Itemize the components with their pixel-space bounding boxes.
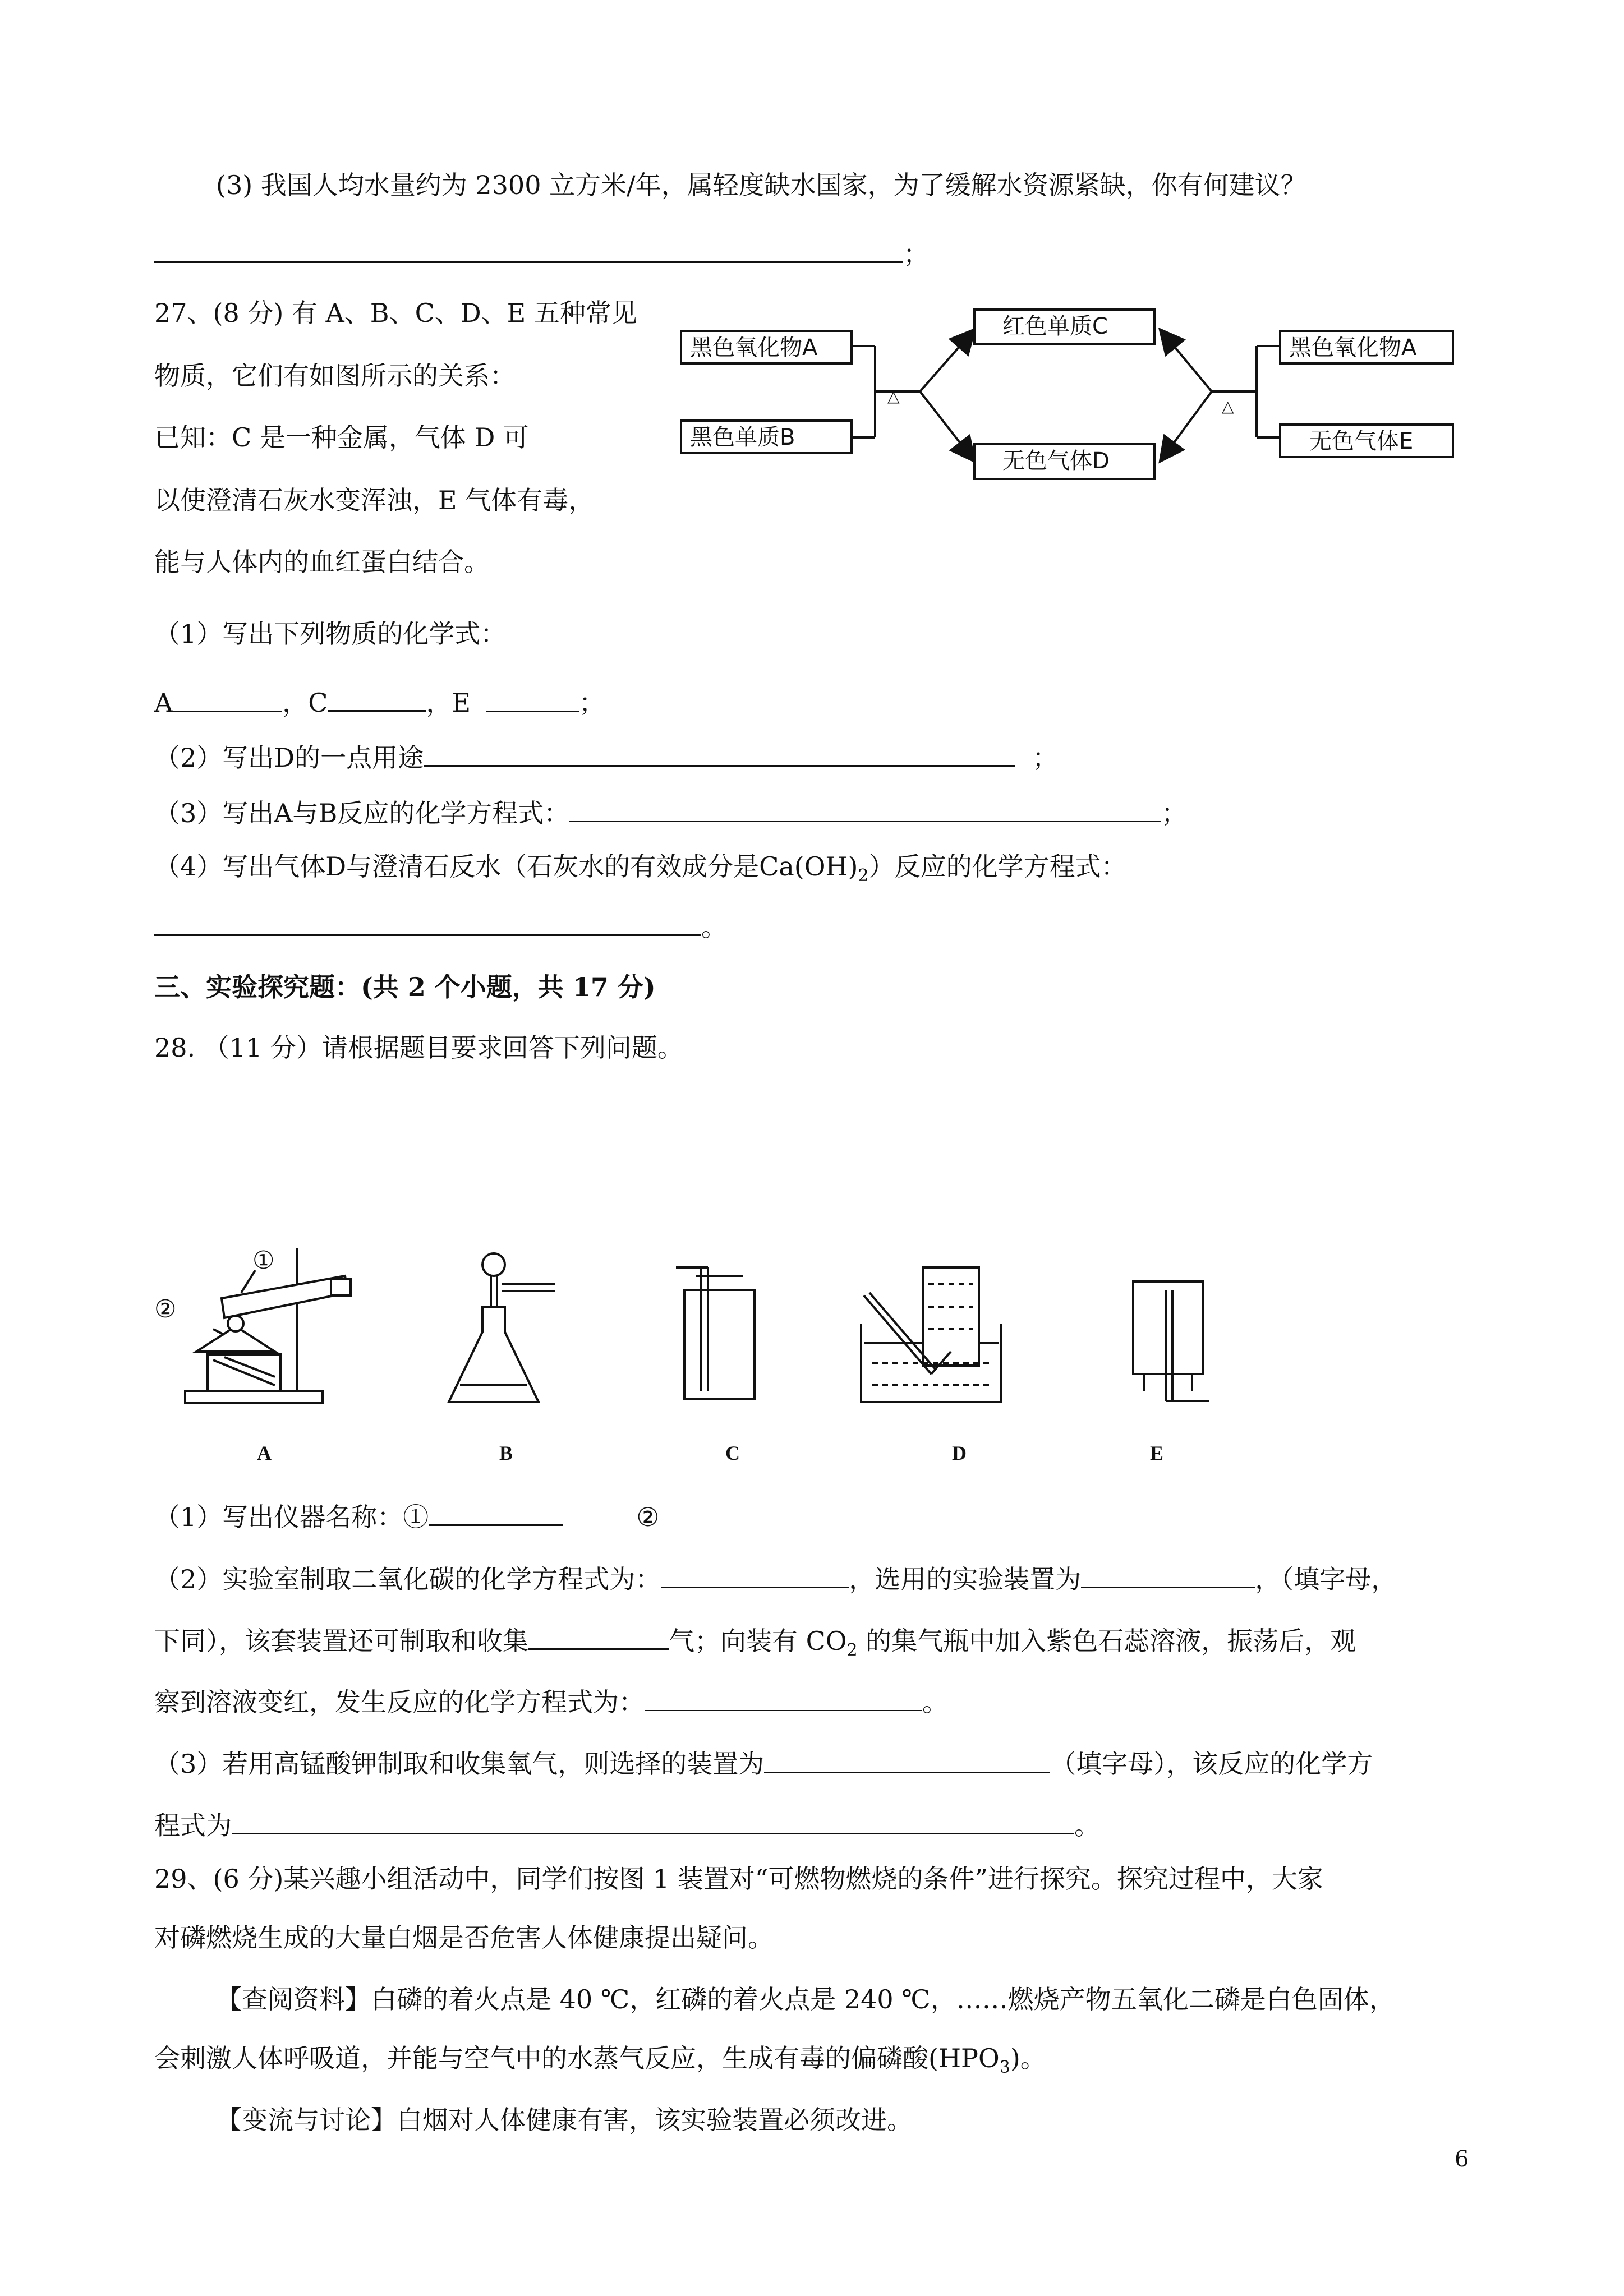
center-bottom-box: 无色气体D xyxy=(973,443,1156,480)
q27-sub4-answer: 。 xyxy=(154,909,727,944)
answer-blank-co2-equation[interactable] xyxy=(661,1561,849,1588)
left-top-box: 黑色氧化物A xyxy=(680,330,853,365)
q27-intro-2: 物质，它们有如图所示的关系： xyxy=(154,361,516,391)
right-top-box: 黑色氧化物A xyxy=(1279,330,1454,365)
q29-line1: 29、(6 分)某兴趣小组活动中，同学们按图 1 装置对“可燃物燃烧的条件”进行探究。探究过程中，大家 xyxy=(154,1864,1323,1894)
apparatus-label-b: B xyxy=(499,1442,513,1464)
heat-symbol-right: △ xyxy=(1222,397,1234,416)
q27-sub1: （1）写出下列物质的化学式： xyxy=(154,619,507,649)
marker-1: ① xyxy=(252,1246,275,1275)
apparatus-figure xyxy=(0,1223,1624,1436)
answer-blank-c[interactable] xyxy=(328,684,426,712)
answer-blank-o2-apparatus[interactable] xyxy=(764,1746,1050,1773)
answer-blank-a[interactable] xyxy=(173,685,282,712)
apparatus-label-e: E xyxy=(1150,1442,1164,1464)
q28-sub1: （1）写出仪器名称：① ② xyxy=(154,1499,660,1534)
answer-blank-ab-equation[interactable] xyxy=(569,795,1161,822)
apparatus-label-a: A xyxy=(257,1442,272,1464)
q29-line3: 【查阅资料】白磷的着火点是 40 ℃，红磷的着火点是 240 ℃，……燃烧产物五氧化二磷是白色固体， xyxy=(216,1984,1395,2014)
answer-blank-d-use[interactable] xyxy=(424,739,1015,767)
answer-blank-litmus-equation[interactable] xyxy=(645,1684,922,1711)
q26-3-answer-line: ； xyxy=(154,236,929,271)
q27-sub3: （3）写出A与B反应的化学方程式： ； xyxy=(154,795,1187,830)
q27-intro-3: 已知：C 是一种金属，气体 D 可 xyxy=(154,422,529,453)
q27-intro-1: 27、(8 分) 有 A、B、C、D、E 五种常见 xyxy=(154,298,637,328)
q28-sub2-line1: （2）实验室制取二氧化碳的化学方程式为： ，选用的实验装置为 ，（填字母， xyxy=(154,1561,1397,1596)
q29-line5: 【变流与讨论】白烟对人体健康有害，该实验装置必须改进。 xyxy=(216,2105,913,2135)
answer-blank-instrument-1[interactable] xyxy=(429,1499,563,1526)
apparatus-label-c: C xyxy=(725,1442,740,1464)
apparatus-label-d: D xyxy=(952,1442,967,1464)
q28-sub2-line3: 察到溶液变红，发生反应的化学方程式为： 。 xyxy=(154,1684,948,1719)
right-bottom-box: 无色气体E xyxy=(1279,423,1454,458)
q28-title: 28. （11 分）请根据题目要求回答下列问题。 xyxy=(154,1032,683,1063)
answer-blank-co2-apparatus[interactable] xyxy=(1081,1561,1255,1588)
answer-blank-other-gas[interactable] xyxy=(528,1622,669,1650)
marker-2: ② xyxy=(154,1295,177,1324)
center-top-box: 红色单质C xyxy=(973,308,1156,345)
q28-sub3-line2: 程式为 。 xyxy=(154,1807,1100,1842)
q27-sub4: （4）写出气体D与澄清石反水（石灰水的有效成分是$Ca(OH)_2$）反应的化学方程式： xyxy=(154,851,1127,886)
q27-intro-4: 以使澄清石灰水变浑浊，E 气体有毒， xyxy=(154,485,595,515)
apparatus-a-base xyxy=(185,1391,323,1403)
q27-sub2: （2）写出D的一点用途 ； xyxy=(154,739,1058,774)
answer-blank-e[interactable] xyxy=(486,685,579,712)
q27-intro-5: 能与人体内的血红蛋白结合。 xyxy=(154,547,490,577)
q26-3-text: (3) 我国人均水量约为 2300 立方米/年，属轻度缺水国家，为了缓解水资源紧缺，你有何建议？ xyxy=(216,170,1306,200)
page-number: 6 xyxy=(1455,2146,1469,2172)
answer-blank-o2-equation[interactable] xyxy=(232,1807,1074,1834)
q29-line2: 对磷燃烧生成的大量白烟是否危害人体健康提出疑问。 xyxy=(154,1922,774,1953)
q29-line4: 会刺激人体呼吸道，并能与空气中的水蒸气反应，生成有毒的偏磷酸$(HPO_3)$。 xyxy=(154,2043,1046,2078)
q28-sub3-line1: （3）若用高锰酸钾制取和收集氧气，则选择的装置为 （填字母），该反应的化学方 xyxy=(154,1746,1373,1781)
left-bottom-box: 黑色单质B xyxy=(680,419,853,454)
heat-symbol-left: △ xyxy=(887,387,900,405)
section-3-title: 三、实验探究题：(共 2 个小题，共 17 分) xyxy=(154,972,656,1002)
answer-blank-d-equation[interactable] xyxy=(154,909,701,936)
q28-sub2-line2: 下同），该套装置还可制取和收集 气；向装有 $CO_2$ 的集气瓶中加入紫色石蕊溶液，振荡后，观 xyxy=(154,1622,1356,1667)
q27-sub1-answers: A ，C ，E ； xyxy=(154,684,605,720)
